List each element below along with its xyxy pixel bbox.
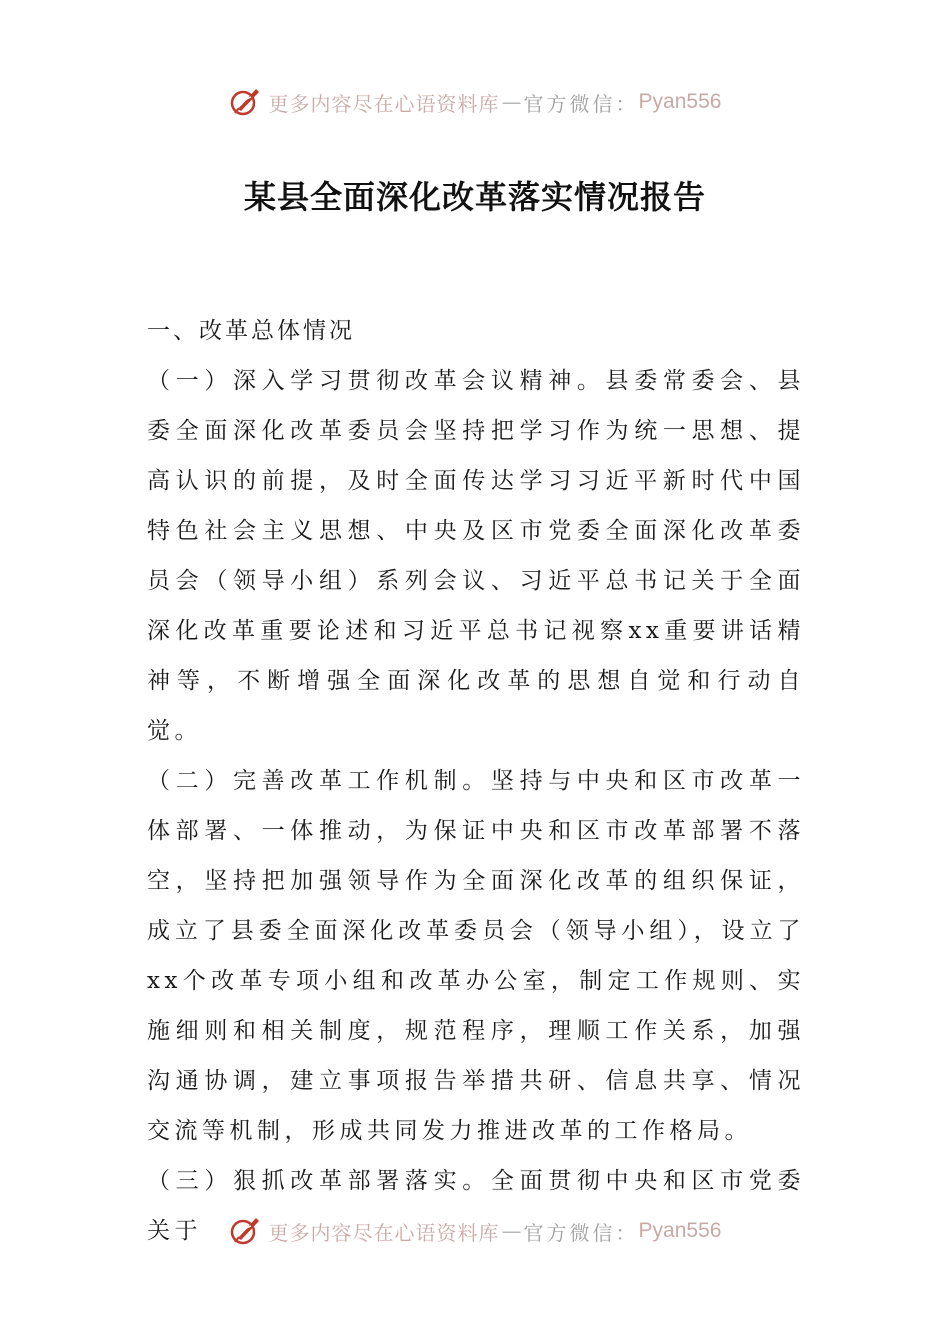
section-heading: 一、改革总体情况 xyxy=(147,318,355,344)
banner-wechat-id: Pyan556 xyxy=(638,1219,722,1242)
quill-logo-icon xyxy=(229,85,263,119)
banner-dash: — xyxy=(501,1219,522,1243)
quill-logo-icon xyxy=(229,1214,263,1248)
paragraph-2: （二）完善改革工作机制。坚持与中央和区市改革一体部署、一体推动，为保证中央和区市改革部署不落空，坚持把加强领导作为全面深化改革的组织保证，成立了县委全面深化改革委员会（领导小组），设立了xx个改革专项小组和改革办公室，制定工作规则、实施细则和相关制度，规范程序，理顺工作关系，加强沟通协调，建立事项报告举措共研、信息共享、情况交流等机制，形成共同发力推进改革的工作格局。 xyxy=(147,768,805,1144)
header-banner xyxy=(0,82,950,122)
document-title: 某县全面深化改革落实情况报告 xyxy=(243,178,706,216)
banner-wechat-label: 官方微信： xyxy=(523,91,639,116)
paragraph-1: （一）深入学习贯彻改革会议精神。县委常委会、县委全面深化改革委员会坚持把学习作为统一思想、提高认识的前提，及时全面传达学习习近平新时代中国特色社会主义思想、中央及区市党委全面深化改革委员会（领导小组）系列会议、习近平总书记关于全面深化改革重要论述和习近平总书记视察xx重要讲话精神等，不断增强全面深化改革的思想自觉和行动自觉。 xyxy=(147,368,805,744)
banner-text: 更多内容尽在心语资料库 xyxy=(268,1220,500,1245)
banner-dash: — xyxy=(501,90,522,114)
banner-text: 更多内容尽在心语资料库 xyxy=(268,91,500,116)
document-body xyxy=(147,306,805,1256)
footer-banner xyxy=(0,1211,950,1251)
paragraph-3: （三）狠抓改革部署落实。全面贯彻中央和区市党委关于 xyxy=(147,1168,805,1244)
banner-wechat-label: 官方微信： xyxy=(523,1220,639,1245)
banner-wechat-id: Pyan556 xyxy=(638,90,722,113)
